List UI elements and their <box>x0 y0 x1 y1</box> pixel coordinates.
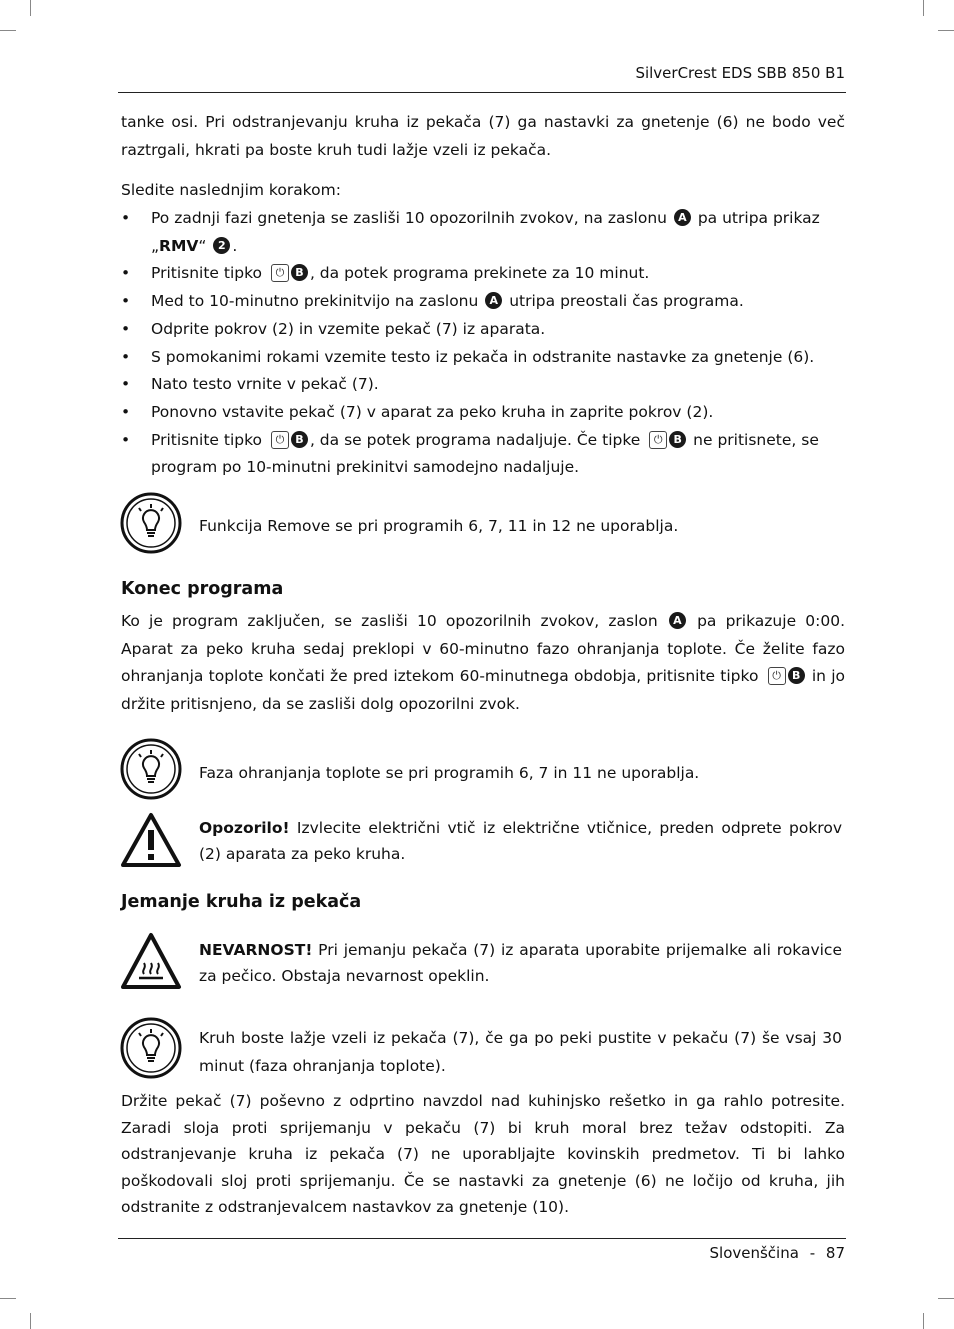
lightbulb-tip-icon <box>120 738 182 800</box>
section-paragraph: Držite pekač (7) poševno z odprtino navzdol nad kuhinjsko rešetko in ga rahlo potresite. Zaradi sloja proti sprijemanju v pekaču (7) bi kruh moral brez težav odstopiti. Za odstranjevanje kruha iz pekača (7) ne uporabljajte kovinskih predmetov. Ti bi lahko poškodovali sloj proti sprijemanju. Če se nastavki za gnetenje (6) ne ločijo od kruha, jih odstranite z odstranjevalcem nastavkov za gnetenje (10). <box>121 1092 845 1216</box>
display-2-badge: 2 <box>213 237 230 254</box>
danger-text: NEVARNOST! Pri jemanju pekača (7) iz aparata uporabite prijemalke ali rokavice za pečico. Obstaja nevarnost opeklin. <box>199 941 842 985</box>
warning-text: Opozorilo! Izvlecite električni vtič iz električne vtičnice, preden odprete pokrov (2) aparata za peko kruha. <box>199 819 842 863</box>
steps-intro: Sledite naslednjim korakom: <box>121 181 341 199</box>
power-icon: ⏻ <box>271 264 289 282</box>
warning-label: Opozorilo! <box>199 819 290 837</box>
tip-text: Kruh boste lažje vzeli iz pekača (7), če ga po peki pustite v pekaču (7) še vsaj 30 minut (faza ohranjanja toplote). <box>199 1029 842 1075</box>
crop-mark <box>923 0 924 16</box>
button-b-badge: B <box>669 431 686 448</box>
lightbulb-tip-icon <box>120 1017 182 1079</box>
list-item: • Pritisnite tipko ⏻ B , da potek programa prekinete za 10 minut. <box>121 260 845 288</box>
power-icon: ⏻ <box>271 431 289 449</box>
hot-surface-warning-icon <box>120 932 182 990</box>
page-number: 87 <box>825 1244 845 1262</box>
danger-label: NEVARNOST! <box>199 941 313 959</box>
rmv-text: RMV <box>159 236 199 255</box>
crop-mark <box>923 1313 924 1329</box>
page-footer: Slovenščina - 87 <box>709 1244 845 1262</box>
display-a-badge: A <box>669 612 686 629</box>
button-b-badge: B <box>291 264 308 281</box>
crop-mark <box>30 0 31 16</box>
crop-mark <box>938 30 954 31</box>
intro-paragraph: tanke osi. Pri odstranjevanju kruha iz pekača (7) ga nastavki za gnetenje (6) ne bodo več raztrgali, hkrati pa boste kruh tudi lažje vzeli iz pekača. <box>121 113 845 159</box>
lightbulb-tip-icon <box>120 492 182 554</box>
section-heading: Jemanje kruha iz pekača <box>121 892 362 912</box>
list-item: • S pomokanimi rokami vzemite testo iz pekača in odstranite nastavke za gnetenje (6). <box>121 344 845 372</box>
section-paragraph: Ko je program zaključen, se zasliši 10 opozorilnih zvokov, zaslon A pa prikazuje 0:00. Aparat za peko kruha sedaj preklopi v 60-minutno fazo ohranjanja toplote. Če želite fazo ohranjanja toplote končati že pred iztekom 60-minutnega obdobja, pritisnite tipko ⏻ B in jo držite pritisnjeno, da se zasliši dolg opozorilni zvok. <box>121 612 845 713</box>
tip-text: Funkcija Remove se pri programih 6, 7, 11 in 12 ne uporablja. <box>199 517 679 535</box>
warning-triangle-icon <box>120 812 182 868</box>
list-item: • Ponovno vstavite pekač (7) v aparat za peko kruha in zaprite pokrov (2). <box>121 399 845 427</box>
list-item: • Pritisnite tipko ⏻ B , da se potek programa nadaljuje. Če tipke ⏻ B ne pritisnete, se program po 10-minutni prekinitvi samodejno nadaljuje. <box>121 427 845 482</box>
steps-list <box>121 205 845 482</box>
display-a-badge: A <box>485 292 502 309</box>
crop-mark <box>0 1298 16 1299</box>
crop-mark <box>30 1313 31 1329</box>
power-icon: ⏻ <box>768 667 786 685</box>
display-a-badge: A <box>674 209 691 226</box>
button-b-badge: B <box>291 431 308 448</box>
header-rule <box>118 92 846 93</box>
list-item: • Odprite pokrov (2) in vzemite pekač (7) iz aparata. <box>121 316 845 344</box>
crop-mark <box>938 1298 954 1299</box>
page-header: SilverCrest EDS SBB 850 B1 <box>635 64 845 82</box>
section-heading: Konec programa <box>121 579 284 599</box>
list-item: • Po zadnji fazi gnetenja se zasliši 10 opozorilnih zvokov, na zaslonu A pa utripa prikaz „RMV“ 2 . <box>121 205 845 260</box>
footer-rule <box>118 1238 846 1239</box>
list-item: • Med to 10-minutno prekinitvijo na zaslonu A utripa preostali čas programa. <box>121 288 845 316</box>
list-item: • Nato testo vrnite v pekač (7). <box>121 371 845 399</box>
button-b-badge: B <box>788 667 805 684</box>
power-icon: ⏻ <box>649 431 667 449</box>
crop-mark <box>0 30 16 31</box>
footer-language: Slovenščina <box>709 1244 799 1262</box>
tip-text: Faza ohranjanja toplote se pri programih 6, 7 in 11 ne uporablja. <box>199 764 700 782</box>
